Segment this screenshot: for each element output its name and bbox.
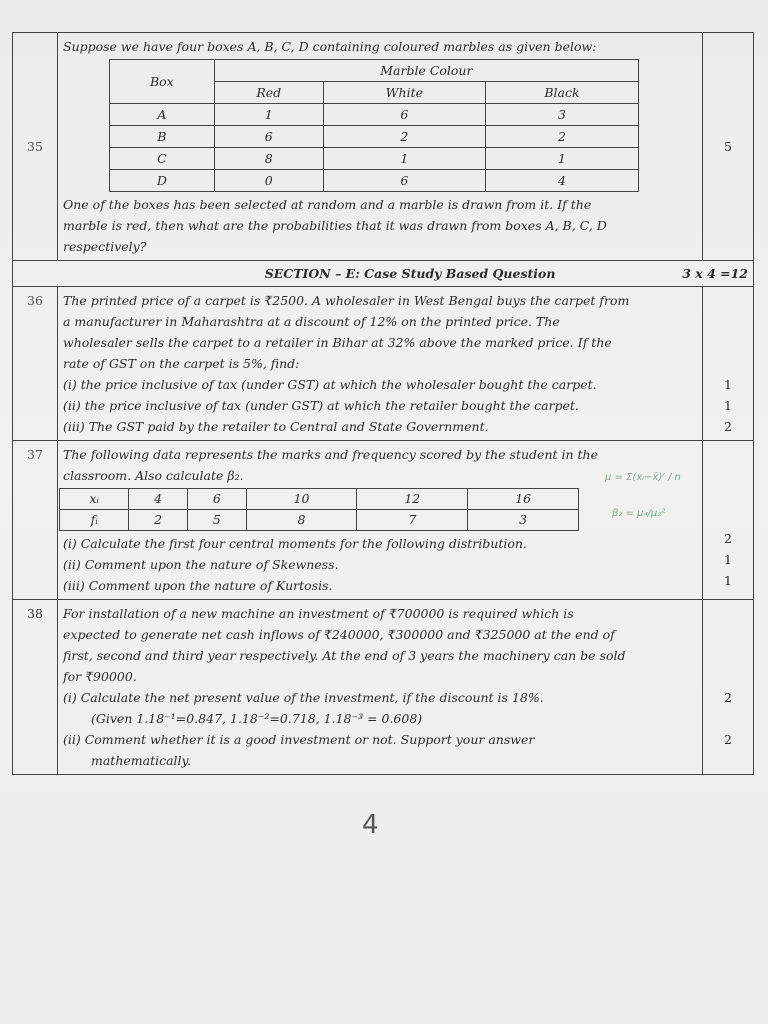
- question-36-body: [58, 287, 703, 441]
- question-35-body: [58, 33, 703, 261]
- question-text: Suppose we have four boxes A, B, C, D containing coloured marbles as given below:: [63, 39, 597, 54]
- table-cell: 2: [323, 126, 485, 148]
- section-heading-row: [13, 261, 754, 287]
- table-cell: 8: [214, 148, 323, 170]
- table-cell: 1: [323, 148, 485, 170]
- question-text: One of the boxes has been selected at random and a marble is drawn from it. If the: [63, 197, 592, 212]
- part-marks: 2: [724, 732, 732, 747]
- table-cell: 6: [187, 489, 246, 510]
- table-row: [110, 148, 639, 170]
- part-marks: 1: [724, 573, 732, 588]
- question-38-row: [13, 600, 754, 775]
- table-row: [110, 126, 639, 148]
- given-values: (Given 1.18⁻¹=0.847, 1.18⁻²=0.718, 1.18⁻³ = 0.608): [91, 711, 423, 726]
- table-cell: 0: [214, 170, 323, 192]
- marble-table: [109, 59, 639, 192]
- table-row: [110, 104, 639, 126]
- question-part: (ii) Comment whether it is a good investment or not. Support your answer: [63, 732, 535, 747]
- table-cell: 2: [129, 510, 188, 531]
- table-header-group: Marble Colour: [214, 60, 638, 82]
- question-35-row: [13, 33, 754, 261]
- question-part: (i) Calculate the first four central moments for the following distribution.: [63, 536, 527, 551]
- table-cell: 7: [357, 510, 468, 531]
- table-cell: 1: [485, 148, 638, 170]
- table-cell: 6: [214, 126, 323, 148]
- question-text: For installation of a new machine an investment of ₹700000 is required which is: [63, 606, 574, 621]
- question-number: 35: [13, 33, 58, 261]
- table-cell: 1: [214, 104, 323, 126]
- marks-cell: 5: [703, 33, 754, 261]
- question-number: 36: [13, 287, 58, 441]
- question-text: marble is red, then what are the probabilities that it was drawn from boxes A, B, C, D: [63, 218, 607, 233]
- table-header-white: White: [323, 82, 485, 104]
- section-marks: 3 x 4 =12: [682, 266, 748, 281]
- question-text: rate of GST on the carpet is 5%, find:: [63, 356, 300, 371]
- question-text: a manufacturer in Maharashtra at a discount of 12% on the printed price. The: [63, 314, 560, 329]
- part-marks: 1: [724, 552, 732, 567]
- table-cell: C: [110, 148, 215, 170]
- part-marks: 2: [724, 690, 732, 705]
- table-header-red: Red: [214, 82, 323, 104]
- pencil-scribble-icon: β₂ = μ₄/μ₂²: [612, 508, 666, 519]
- question-text: classroom. Also calculate β₂.: [63, 468, 244, 483]
- table-cell: 4: [129, 489, 188, 510]
- table-cell: 16: [468, 489, 579, 510]
- question-part: mathematically.: [91, 753, 191, 768]
- page-number: 4: [362, 810, 379, 840]
- table-header-black: Black: [485, 82, 638, 104]
- table-cell: 6: [323, 170, 485, 192]
- table-row: [60, 510, 579, 531]
- part-marks: 1: [724, 398, 732, 413]
- question-text: The printed price of a carpet is ₹2500. A wholesaler in West Bengal buys the carpet from: [63, 293, 630, 308]
- question-text: The following data represents the marks and frequency scored by the student in the: [63, 447, 598, 462]
- table-header-box: Box: [110, 60, 215, 104]
- question-part: (i) the price inclusive of tax (under GST) at which the wholesaler bought the carpet.: [63, 377, 597, 392]
- table-header-fi: fᵢ: [60, 510, 129, 531]
- question-part: (iii) Comment upon the nature of Kurtosis.: [63, 578, 333, 593]
- table-cell: 10: [246, 489, 357, 510]
- table-cell: B: [110, 126, 215, 148]
- question-text: first, second and third year respectively. At the end of 3 years the machinery can be sold: [63, 648, 626, 663]
- question-text: wholesaler sells the carpet to a retailer in Bihar at 32% above the marked price. If the: [63, 335, 612, 350]
- marks-cell: [703, 441, 754, 600]
- question-part: (ii) Comment upon the nature of Skewness.: [63, 557, 339, 572]
- table-cell: A: [110, 104, 215, 126]
- question-text: respectively?: [63, 239, 147, 254]
- table-cell: 4: [485, 170, 638, 192]
- question-37-row: [13, 441, 754, 600]
- table-row: [110, 170, 639, 192]
- part-marks: 2: [724, 531, 732, 546]
- question-37-body: [58, 441, 703, 600]
- part-marks: 1: [724, 377, 732, 392]
- question-number: 37: [13, 441, 58, 600]
- table-cell: 5: [187, 510, 246, 531]
- question-part: (i) Calculate the net present value of the investment, if the discount is 18%.: [63, 690, 544, 705]
- section-title: SECTION – E: Case Study Based Question: [264, 266, 556, 281]
- pencil-scribble-icon: μ = Σ(xᵢ−x̄)ʳ / n: [605, 472, 681, 483]
- question-text: for ₹90000.: [63, 669, 137, 684]
- question-number: 38: [13, 600, 58, 775]
- table-cell: 2: [485, 126, 638, 148]
- marks-cell: [703, 600, 754, 775]
- question-38-body: [58, 600, 703, 775]
- table-header-xi: xᵢ: [60, 489, 129, 510]
- table-cell: 6: [323, 104, 485, 126]
- question-table: [12, 32, 754, 775]
- marks-cell: [703, 287, 754, 441]
- table-cell: D: [110, 170, 215, 192]
- question-part: (iii) The GST paid by the retailer to Central and State Government.: [63, 419, 489, 434]
- question-part: (ii) the price inclusive of tax (under GST) at which the retailer bought the carpet.: [63, 398, 579, 413]
- table-cell: 12: [357, 489, 468, 510]
- question-36-row: [13, 287, 754, 441]
- question-text: expected to generate net cash inflows of ₹240000, ₹300000 and ₹325000 at the end of: [63, 627, 615, 642]
- frequency-table: [59, 488, 579, 531]
- table-cell: 8: [246, 510, 357, 531]
- table-row: [60, 489, 579, 510]
- table-cell: 3: [485, 104, 638, 126]
- table-cell: 3: [468, 510, 579, 531]
- part-marks: 2: [724, 419, 732, 434]
